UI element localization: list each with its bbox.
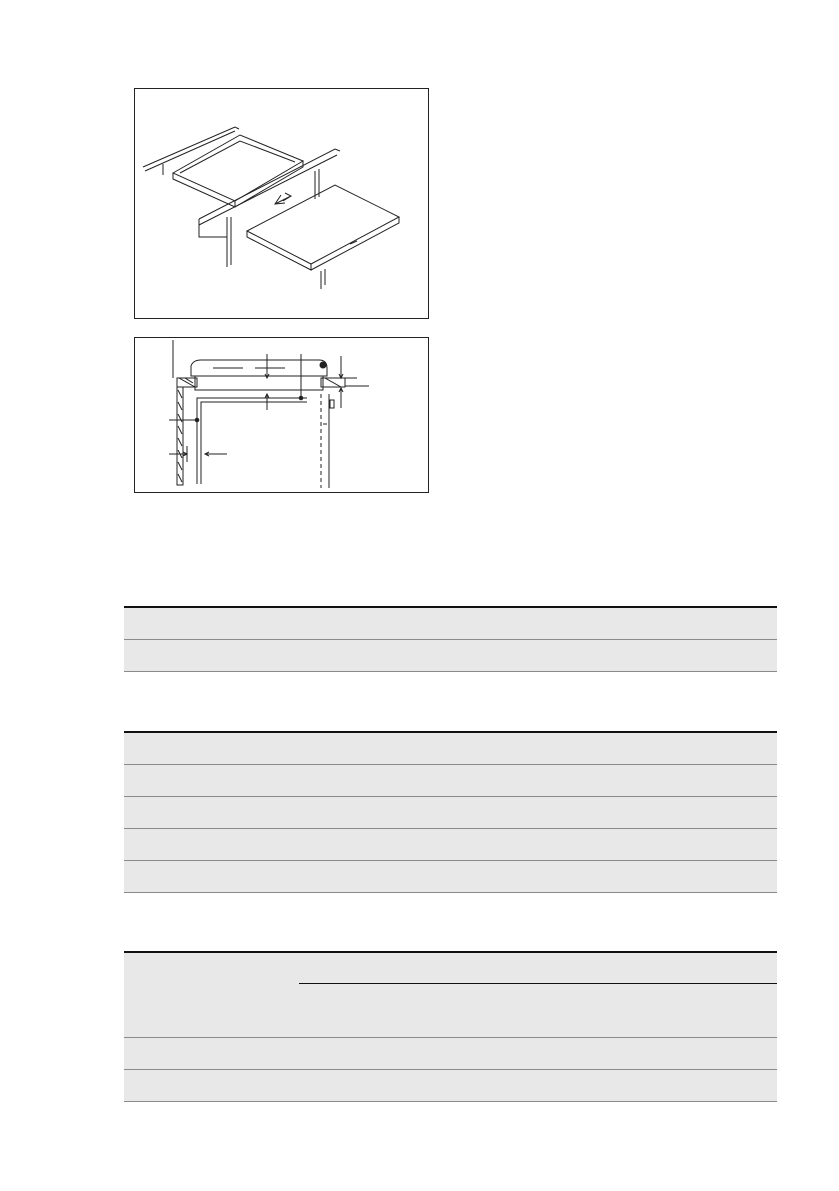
table-cell: [299, 797, 777, 829]
table-cell: [124, 829, 299, 861]
table-cell: [299, 1038, 449, 1070]
table-cell: [449, 984, 777, 1038]
table-cell: [124, 640, 299, 672]
table-cell: [124, 861, 299, 893]
table-cell: [299, 765, 777, 797]
table-cell: [299, 607, 777, 640]
table-row: [124, 1038, 777, 1070]
table-cell: [124, 1038, 299, 1070]
table-row: [124, 829, 777, 861]
installation-figure-bottom: [134, 337, 429, 493]
table-cell: [299, 952, 449, 984]
table-cell: [299, 984, 449, 1038]
table-cell: [449, 1038, 777, 1070]
spec-table-2: [124, 731, 777, 893]
spec-table-1: [124, 606, 777, 672]
table-cell: [124, 1070, 299, 1102]
table-row: [124, 952, 777, 984]
table-cell: [124, 952, 299, 1038]
table-cell: [124, 732, 299, 765]
spec-table-3: [124, 951, 777, 1102]
installation-figure-top: [134, 88, 429, 319]
table-cell: [449, 1070, 777, 1102]
table-row: [124, 607, 777, 640]
table-row: [124, 1070, 777, 1102]
table-row: [124, 797, 777, 829]
table-cell: [124, 797, 299, 829]
table-row: [124, 640, 777, 672]
table-cell: [299, 829, 777, 861]
cutout-installation-icon: [135, 89, 428, 318]
table-row: [124, 861, 777, 893]
table-cell: [299, 640, 777, 672]
cross-section-dimensions-icon: [135, 338, 428, 492]
table-row: [124, 765, 777, 797]
table-cell: [299, 861, 777, 893]
table-cell: [124, 607, 299, 640]
table-cell: [449, 952, 777, 984]
table-cell: [299, 732, 777, 765]
table-cell: [124, 765, 299, 797]
table-cell: [299, 1070, 449, 1102]
table-row: [124, 732, 777, 765]
